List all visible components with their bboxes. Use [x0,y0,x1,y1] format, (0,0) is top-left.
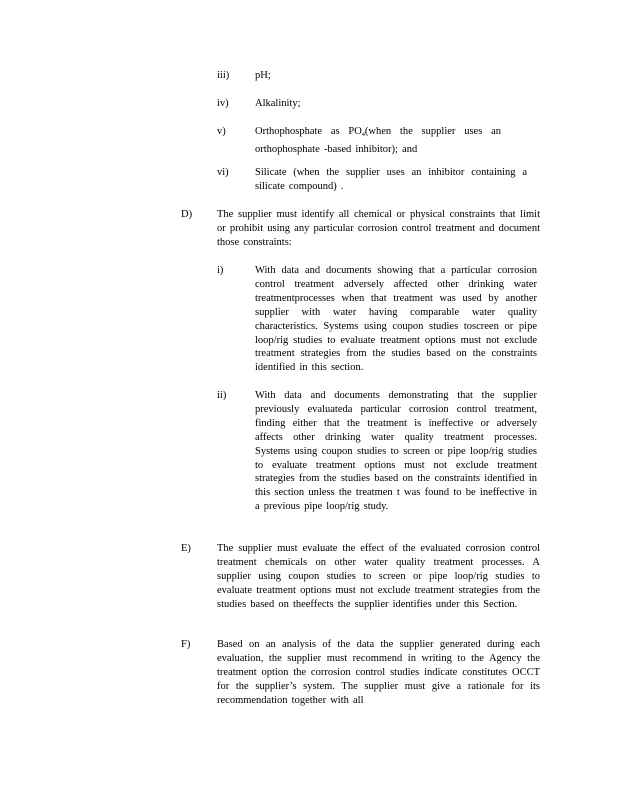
list-item-d-ii [217,389,539,529]
section-e [181,542,541,626]
list-marker: ii) [217,390,227,401]
list-item-vi [217,166,537,194]
section-marker: D) [181,209,193,220]
list-item-iv [217,97,537,111]
list-item-text: Silicate (when the supplier uses an inhibitor containing a silicate compound) . [255,167,527,192]
list-marker: iii) [217,70,230,81]
subscript: 4 [361,132,365,138]
list-marker: iv) [217,98,229,109]
section-text: Based on an analysis of the data the supplier generated during each evaluation, the supplier must recommend in writing to the Agency the treatment option the corrosion control studies indicate constitutes OCCT for the supplier’s system. The supplier must give a rationale for its recommendation together with all [217,639,540,706]
section-d [181,208,541,252]
section-text: The supplier must identify all chemical or physical constraints that limit or prohibit using any particular corrosion control treatment and document those constraints: [217,209,540,248]
list-marker: v) [217,126,226,137]
list-item-d-i [217,264,539,376]
list-item-text: pH; [255,70,271,81]
list-item-text: Orthophosphate as $PO_4(when$ the supplier uses an orthophosphate -based inhibitor); and [255,126,502,155]
section-marker: E) [181,543,191,554]
section-marker: F) [181,639,191,650]
list-item-v [217,125,537,153]
list-item-text: Alkalinity; [255,98,301,109]
section-f [181,638,541,722]
list-item-text: With data and documents showing that a particular corrosion control treatment adversely affected other drinking water treatmentprocesses when that treatment was used by another supplier with water having comparable water quality characteristics. Systems using coupon studies toscreen or pipe loop/rig studies to evaluate treatment options must not exclude treatment strategies from the studies based on the constraints identified in this section. [255,265,537,374]
list-marker: i) [217,265,224,276]
list-marker: vi) [217,167,229,178]
list-item-iii [217,69,537,83]
section-text: The supplier must evaluate the effect of the evaluated corrosion control treatment chemicals on other water quality treatment processes. A supplier using coupon studies to screen or pipe loop/rig studies to evaluate treatment options must not exclude treatment strategies from the studies based on theeffects the supplier identifies under this Section. [217,543,540,610]
list-item-text: With data and documents demonstrating that the supplier previously evaluateda particular corrosion control treatment, finding either that the treatment is ineffective or adversely affects other drinking water quality treatment processes. Systems using coupon studies to screen or pipe loop/rig studies to evaluate treatment options must not exclude treatment strategies from the studies based on the constraints identified in this section unless the treatmen t was found to be ineffective in a previous pipe loop/rig study. [255,390,537,513]
